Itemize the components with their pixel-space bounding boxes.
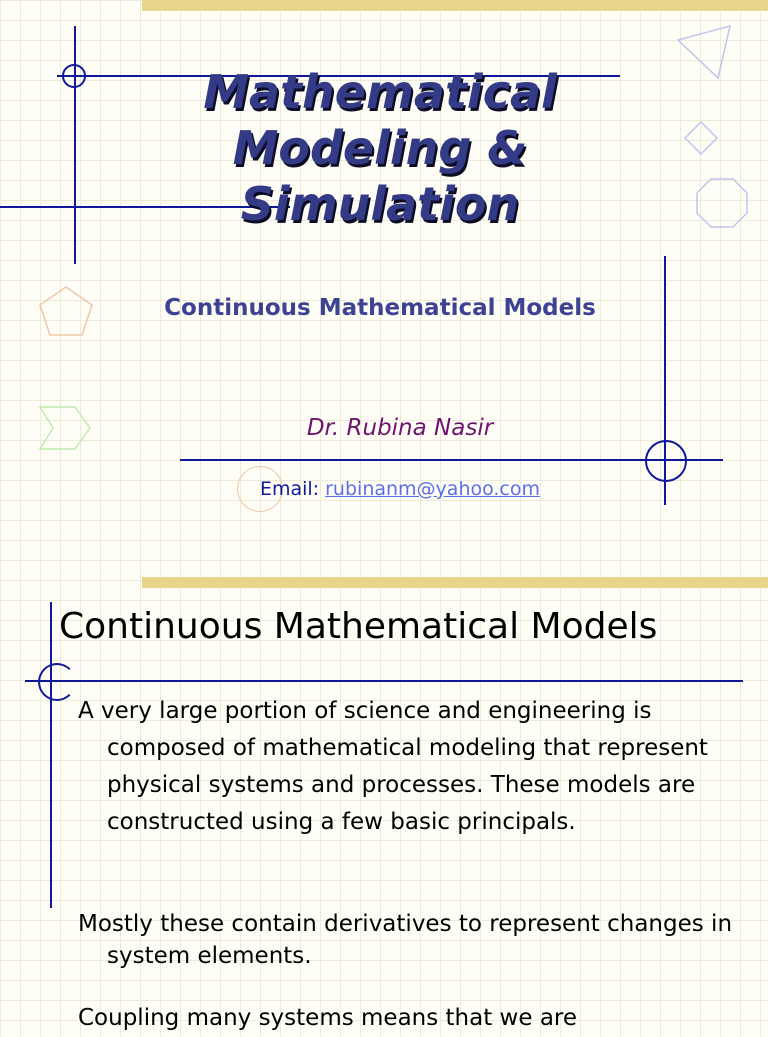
left-vertical-rule bbox=[74, 26, 76, 264]
right-vertical-rule bbox=[664, 256, 666, 505]
octagon-outline-icon bbox=[695, 177, 749, 229]
author-rule bbox=[180, 459, 723, 461]
chevron-outline-icon bbox=[37, 404, 93, 452]
pentagon-outline-icon bbox=[37, 284, 95, 338]
slide-title: Mathematical Modeling & Simulation bbox=[203, 65, 557, 231]
paragraph-1: A very large portion of science and engineering is composed of mathematical modeling that represent physical systems and processes. These models are constructed using a few basic principals. bbox=[78, 698, 708, 835]
subtitle: Continuous Mathematical Models bbox=[164, 295, 596, 321]
author-name: Dr. Rubina Nasir bbox=[306, 415, 494, 441]
top-decor-stripe bbox=[142, 0, 768, 11]
diamond-outline-icon bbox=[683, 120, 719, 156]
crosshair-icon bbox=[38, 663, 76, 701]
s2-vertical-rule bbox=[50, 602, 52, 908]
s2-title-rule bbox=[25, 680, 743, 682]
crosshair-icon bbox=[645, 440, 687, 482]
section-decor-stripe bbox=[142, 577, 768, 588]
email-label: Email: bbox=[259, 478, 320, 500]
triangle-outline-icon bbox=[674, 22, 736, 82]
email-line bbox=[190, 478, 610, 500]
paragraph-2: Mostly these contain derivatives to represent changes in system elements. bbox=[78, 911, 733, 969]
s2-slide-title: Continuous Mathematical Models bbox=[59, 606, 658, 647]
email-link[interactable]: rubinanm@yahoo.com bbox=[325, 478, 541, 500]
paragraph-3: Coupling many systems means that we are bbox=[78, 1005, 578, 1031]
